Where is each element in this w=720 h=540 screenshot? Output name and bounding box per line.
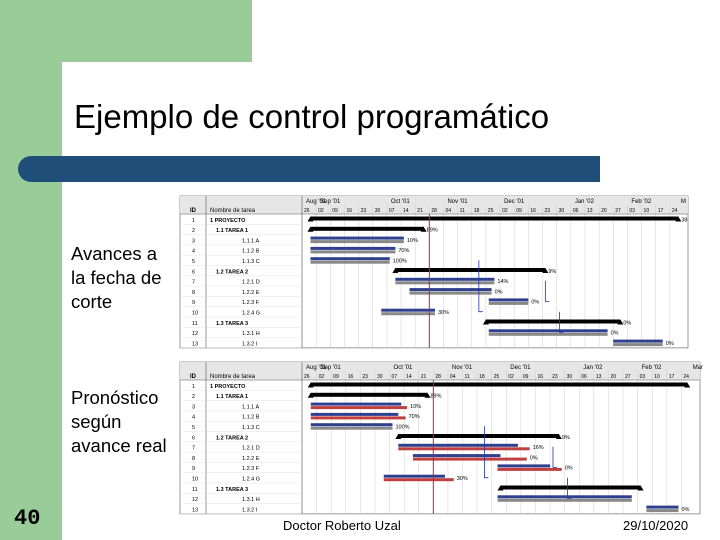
gantt-actual-row-name: 1.2.4 G — [242, 310, 261, 317]
label-avances-line: Avances a — [71, 243, 158, 264]
gantt-forecast-summary-bar — [311, 383, 687, 387]
gantt-forecast-row-id: 12 — [192, 497, 199, 504]
gantt-forecast-day-label: 30 — [376, 374, 383, 380]
gantt-forecast-baseline-bar — [498, 468, 562, 471]
gantt-forecast-day-label: 27 — [625, 374, 631, 380]
gantt-forecast-day-label: 14 — [406, 374, 412, 380]
gantt-forecast-baseline-bar — [498, 499, 632, 502]
gantt-forecast-row-name: 1.1.2 B — [242, 414, 260, 421]
gantt-forecast-day-label: 18 — [479, 374, 485, 380]
gantt-actual-day-label: 28 — [431, 208, 437, 214]
gantt-actual-row-id: 11 — [192, 320, 198, 327]
gantt-forecast-task-bar — [311, 423, 393, 426]
gantt-actual-row-id: 4 — [192, 248, 196, 255]
left-accent-bar — [0, 0, 62, 540]
gantt-forecast-baseline-bar — [311, 406, 407, 409]
gantt-actual-row-name: 1.2 TAREA 2 — [216, 269, 249, 276]
gantt-actual-header-name: Nombre de tarea — [210, 208, 256, 214]
gantt-actual-baseline-bar — [381, 312, 435, 315]
gantt-forecast-day-label: 10 — [654, 374, 660, 380]
gantt-forecast-month-label: Oct '01 — [393, 365, 413, 371]
gantt-actual-row-id: 1 — [192, 217, 196, 224]
footer-author: Doctor Roberto Uzal — [283, 518, 401, 533]
gantt-forecast-row-id: 1 — [192, 383, 196, 390]
gantt-forecast-pct-label: 16% — [532, 445, 544, 452]
gantt-actual-pct-label: 0% — [665, 340, 674, 347]
gantt-forecast-task-bar — [384, 475, 445, 478]
label-pronostico-line: según — [71, 411, 122, 432]
gantt-forecast-row-name: 1 PROYECTO — [210, 383, 246, 390]
gantt-actual-row-name: 1.1.1 A — [242, 238, 260, 245]
gantt-actual-baseline-bar — [310, 250, 395, 253]
gantt-actual-day-label: 21 — [417, 208, 423, 214]
gantt-actual-pct-label: 0% — [531, 299, 540, 306]
gantt-actual-baseline-bar — [489, 333, 608, 336]
gantt-actual-row-name: 1 PROYECTO — [210, 217, 246, 224]
label-pronostico — [71, 386, 167, 458]
gantt-actual-pct-label: 100% — [392, 258, 407, 265]
gantt-forecast-summary-bar — [398, 434, 559, 438]
gantt-actual-month-label: Jan '02 — [574, 199, 594, 205]
gantt-actual-row-name: 1.1.3 C — [242, 259, 260, 265]
gantt-forecast-row-id: 9 — [192, 466, 196, 473]
gantt-forecast-row-id: 11 — [192, 486, 198, 493]
gantt-forecast-task-bar — [311, 413, 399, 416]
label-avances — [71, 242, 162, 314]
gantt-forecast-day-label: 20 — [610, 374, 617, 380]
gantt-forecast-summary-bar — [500, 486, 640, 490]
gantt-forecast-pct-label: 0% — [529, 455, 538, 462]
gantt-actual-day-label: 27 — [615, 208, 621, 214]
gantt-forecast-pct-label: 70% — [408, 414, 420, 421]
gantt-actual-task-bar — [410, 288, 492, 291]
gantt-actual-day-label: 23 — [544, 208, 551, 214]
gantt-actual-row-name: 1.2.1 D — [242, 279, 260, 286]
gantt-forecast-header-id: ID — [190, 374, 196, 380]
gantt-forecast-day-label: 09 — [333, 374, 339, 380]
gantt-forecast-day-label: 16 — [347, 374, 354, 380]
gantt-actual-month-label: Oct '01 — [390, 199, 410, 205]
gantt-actual-pct-label: 0% — [494, 289, 503, 296]
gantt-actual-day-label: 20 — [601, 208, 607, 214]
gantt-actual-task-bar — [310, 257, 389, 260]
gantt-actual-day-label: 02 — [318, 208, 324, 214]
gantt-actual-month-label: Feb '02 — [631, 199, 652, 205]
gantt-actual-summary-bar — [310, 217, 678, 221]
gantt-actual-row-name: 1.3 TAREA 3 — [216, 320, 249, 327]
gantt-forecast-day-label: 28 — [435, 374, 441, 380]
gantt-forecast-day-label: 04 — [449, 374, 456, 380]
gantt-forecast-month-label: Jan '02 — [583, 365, 603, 371]
gantt-actual-day-label: 07 — [388, 208, 395, 214]
title-rule — [18, 156, 600, 182]
gantt-forecast-day-label: 06 — [581, 374, 587, 380]
gantt-actual-day-label: 03 — [629, 208, 635, 214]
gantt-actual-row-name: 1.1 TAREA 1 — [216, 228, 249, 235]
gantt-forecast-day-label: 23 — [362, 374, 368, 380]
gantt-forecast-pct-label: 9% — [561, 434, 570, 441]
gantt-actual-task-bar — [310, 247, 395, 250]
gantt-forecast-month-label: Dec '01 — [510, 365, 531, 371]
gantt-forecast-baseline-bar — [384, 478, 454, 481]
gantt-actual-task-bar — [489, 298, 529, 301]
gantt-actual-day-label: 04 — [445, 208, 452, 214]
gantt-actual-row-id: 8 — [192, 289, 196, 296]
gantt-actual-row-id: 5 — [192, 259, 196, 265]
top-accent-bar — [0, 0, 252, 62]
gantt-forecast-task-bar — [311, 403, 401, 406]
gantt-forecast-row-id: 10 — [192, 476, 199, 483]
gantt-forecast-pct-label: 0% — [564, 465, 573, 472]
gantt-actual-month-label: Dec '01 — [504, 199, 525, 205]
gantt-forecast-month-label: Nov '01 — [451, 365, 473, 371]
gantt-actual-pct-label: 0% — [623, 320, 632, 327]
label-avances-line: la fecha de — [71, 267, 162, 288]
gantt-actual-row-name: 1.1.2 B — [242, 248, 260, 255]
gantt-actual-pct-label: 89% — [426, 227, 438, 234]
gantt-actual-row-name: 1.3.2 I — [242, 341, 258, 348]
gantt-forecast-day-label: 02 — [318, 374, 325, 380]
gantt-actual-day-label: 17 — [657, 208, 664, 214]
gantt-actual-day-label: 30 — [558, 208, 565, 214]
gantt-forecast-task-bar — [398, 444, 518, 447]
slide-number: 40 — [14, 506, 41, 531]
gantt-actual-day-label: 10 — [643, 208, 650, 214]
gantt-actual-task-bar — [310, 237, 403, 240]
label-avances-line: corte — [71, 291, 113, 312]
gantt-forecast-day-label: 24 — [683, 374, 689, 380]
gantt-actual-row-id: 13 — [192, 341, 199, 348]
gantt-actual-pct-label: 9% — [548, 268, 557, 275]
gantt-forecast-row-name: 1.3.1 H — [242, 497, 260, 504]
gantt-actual-month-label: Aug '01 — [306, 199, 327, 205]
gantt-actual-baseline-bar — [310, 261, 389, 264]
gantt-actual-row-id: 12 — [192, 331, 199, 338]
gantt-forecast-day-label: 13 — [595, 374, 602, 380]
gantt-forecast-pct-label: 100% — [395, 424, 410, 431]
gantt-forecast-task-bar — [498, 495, 632, 498]
gantt-actual-baseline-bar — [410, 292, 492, 295]
gantt-forecast-pct-label: 89% — [430, 393, 442, 400]
gantt-actual-day-label: 09 — [332, 208, 338, 214]
gantt-forecast-month-label: Aug '01 — [306, 365, 327, 371]
gantt-actual-pct-label: 38 — [681, 217, 688, 224]
gantt-forecast-month-label: Mar — [692, 365, 704, 371]
gantt-forecast-day-label: 30 — [566, 374, 573, 380]
gantt-actual-summary-bar — [486, 320, 620, 324]
gantt-actual-task-bar — [381, 309, 435, 312]
gantt-actual-pct-label: 10% — [406, 237, 418, 244]
gantt-actual-day-label: 13 — [586, 208, 593, 214]
gantt-forecast-baseline-bar — [311, 416, 406, 419]
gantt-forecast-day-label: 16 — [537, 374, 544, 380]
gantt-forecast-row-name: 1.1.1 A — [242, 404, 260, 411]
gantt-forecast-row-name: 1.1 TAREA 1 — [216, 394, 249, 401]
gantt-forecast-baseline-bar — [646, 509, 678, 512]
gantt-forecast-day-label: 02 — [508, 374, 514, 380]
gantt-forecast-row-name: 1.2 TAREA 2 — [216, 435, 249, 442]
label-pronostico-line: avance real — [71, 435, 167, 456]
gantt-actual-task-bar — [613, 340, 663, 343]
gantt-forecast-day-label: 11 — [464, 374, 470, 380]
gantt-forecast-row-id: 7 — [192, 445, 196, 452]
gantt-forecast-month-label: Sep '01 — [320, 365, 341, 371]
gantt-forecast-row-id: 3 — [192, 404, 196, 411]
gantt-forecast-row-name: 1.3.2 I — [242, 507, 258, 514]
gantt-actual-day-label: 06 — [572, 208, 579, 214]
gantt-actual-summary-bar — [395, 268, 545, 272]
gantt-forecast-pct-label: 10% — [410, 403, 422, 410]
gantt-actual-month-label: Sep '01 — [320, 199, 341, 205]
gantt-actual-day-label: 26 — [304, 208, 310, 214]
gantt-actual-task-bar — [395, 278, 494, 281]
gantt-actual-day-label: 14 — [403, 208, 409, 214]
gantt-forecast-row-name: 1.2.3 F — [242, 466, 260, 473]
label-pronostico-line: Pronóstico — [71, 387, 159, 408]
gantt-actual-day-label: 24 — [671, 208, 678, 214]
gantt-actual-day-label: 11 — [459, 208, 465, 214]
gantt-forecast-day-label: 25 — [493, 374, 500, 380]
gantt-actual-day-label: 09 — [516, 208, 522, 214]
gantt-actual-month-label: Nov '01 — [447, 199, 468, 205]
gantt-forecast-row-name: 1.2.4 G — [242, 476, 261, 483]
gantt-actual-day-label: 23 — [360, 208, 367, 214]
gantt-actual-row-name: 1.2.3 F — [242, 300, 260, 307]
footer-date: 29/10/2020 — [623, 518, 689, 533]
gantt-forecast-baseline-bar — [413, 458, 527, 461]
gantt-forecast-summary-bar — [311, 393, 428, 397]
gantt-actual-pct-label: 30% — [437, 310, 450, 316]
gantt-forecast-row-id: 8 — [192, 455, 196, 462]
gantt-actual-row-name: 1.3.1 H — [242, 331, 260, 338]
gantt-actual-day-label: 30 — [374, 208, 381, 214]
gantt-forecast-pct-label: 0% — [681, 506, 690, 513]
gantt-actual-baseline-bar — [310, 240, 403, 243]
gantt-actual-row-name: 1.2.2 E — [242, 289, 260, 296]
gantt-actual-month-label: M — [680, 199, 686, 205]
gantt-forecast-baseline-bar — [311, 427, 393, 430]
gantt-chart-forecast — [180, 362, 704, 514]
gantt-actual-day-label: 02 — [502, 208, 508, 214]
gantt-actual-pct-label: 70% — [398, 248, 410, 255]
gantt-actual-pct-label: 0% — [610, 330, 619, 337]
gantt-forecast-pct-label: 30% — [456, 476, 468, 482]
gantt-forecast-day-label: 03 — [639, 374, 646, 380]
gantt-forecast-task-bar — [413, 454, 501, 457]
gantt-forecast-row-id: 2 — [192, 394, 196, 401]
gantt-forecast-row-name: 1.2.2 E — [242, 455, 260, 462]
gantt-actual-baseline-bar — [613, 343, 663, 346]
gantt-actual-row-id: 7 — [192, 279, 196, 286]
gantt-actual-row-id: 2 — [192, 228, 196, 235]
gantt-actual-row-id: 9 — [192, 300, 196, 307]
gantt-forecast-day-label: 17 — [668, 374, 675, 380]
gantt-actual-row-id: 3 — [192, 238, 196, 245]
gantt-actual-day-label: 18 — [473, 208, 480, 214]
gantt-forecast-row-id: 4 — [192, 414, 196, 421]
gantt-forecast-row-name: 1.1.3 C — [242, 425, 260, 431]
gantt-actual-day-label: 16 — [346, 208, 353, 214]
gantt-chart-actual — [180, 196, 688, 352]
gantt-forecast-task-bar — [498, 464, 551, 467]
gantt-actual-row-id: 10 — [192, 310, 199, 317]
gantt-actual-pct-label: 14% — [497, 279, 509, 286]
gantt-actual-task-bar — [489, 329, 608, 332]
gantt-forecast-month-label: Feb '02 — [641, 365, 662, 371]
gantt-forecast-row-id: 5 — [192, 425, 196, 431]
gantt-actual-baseline-bar — [395, 281, 494, 284]
gantt-actual-row-id: 6 — [192, 269, 196, 276]
gantt-actual-baseline-bar — [489, 302, 529, 305]
gantt-forecast-row-name: 1.2.1 D — [242, 445, 260, 452]
gantt-actual-day-label: 16 — [530, 208, 536, 214]
gantt-actual-day-label: 25 — [487, 208, 494, 214]
gantt-forecast-day-label: 09 — [522, 374, 529, 380]
gantt-actual-summary-bar — [310, 227, 423, 231]
gantt-forecast-task-bar — [646, 506, 678, 509]
gantt-forecast-row-id: 6 — [192, 435, 196, 442]
slide-title: Ejemplo de control programático — [74, 98, 550, 135]
gantt-forecast-day-label: 23 — [552, 374, 558, 380]
gantt-forecast-day-label: 21 — [420, 374, 427, 380]
gantt-forecast-baseline-bar — [398, 447, 529, 450]
gantt-forecast-day-label: 26 — [304, 374, 310, 380]
gantt-forecast-day-label: 07 — [391, 374, 398, 380]
gantt-actual-header-id: ID — [190, 208, 196, 214]
gantt-forecast-header-name: Nombre de tarea — [210, 374, 256, 380]
gantt-forecast-row-id: 13 — [192, 507, 199, 514]
gantt-forecast-row-name: 1.3 TAREA 3 — [216, 486, 249, 493]
